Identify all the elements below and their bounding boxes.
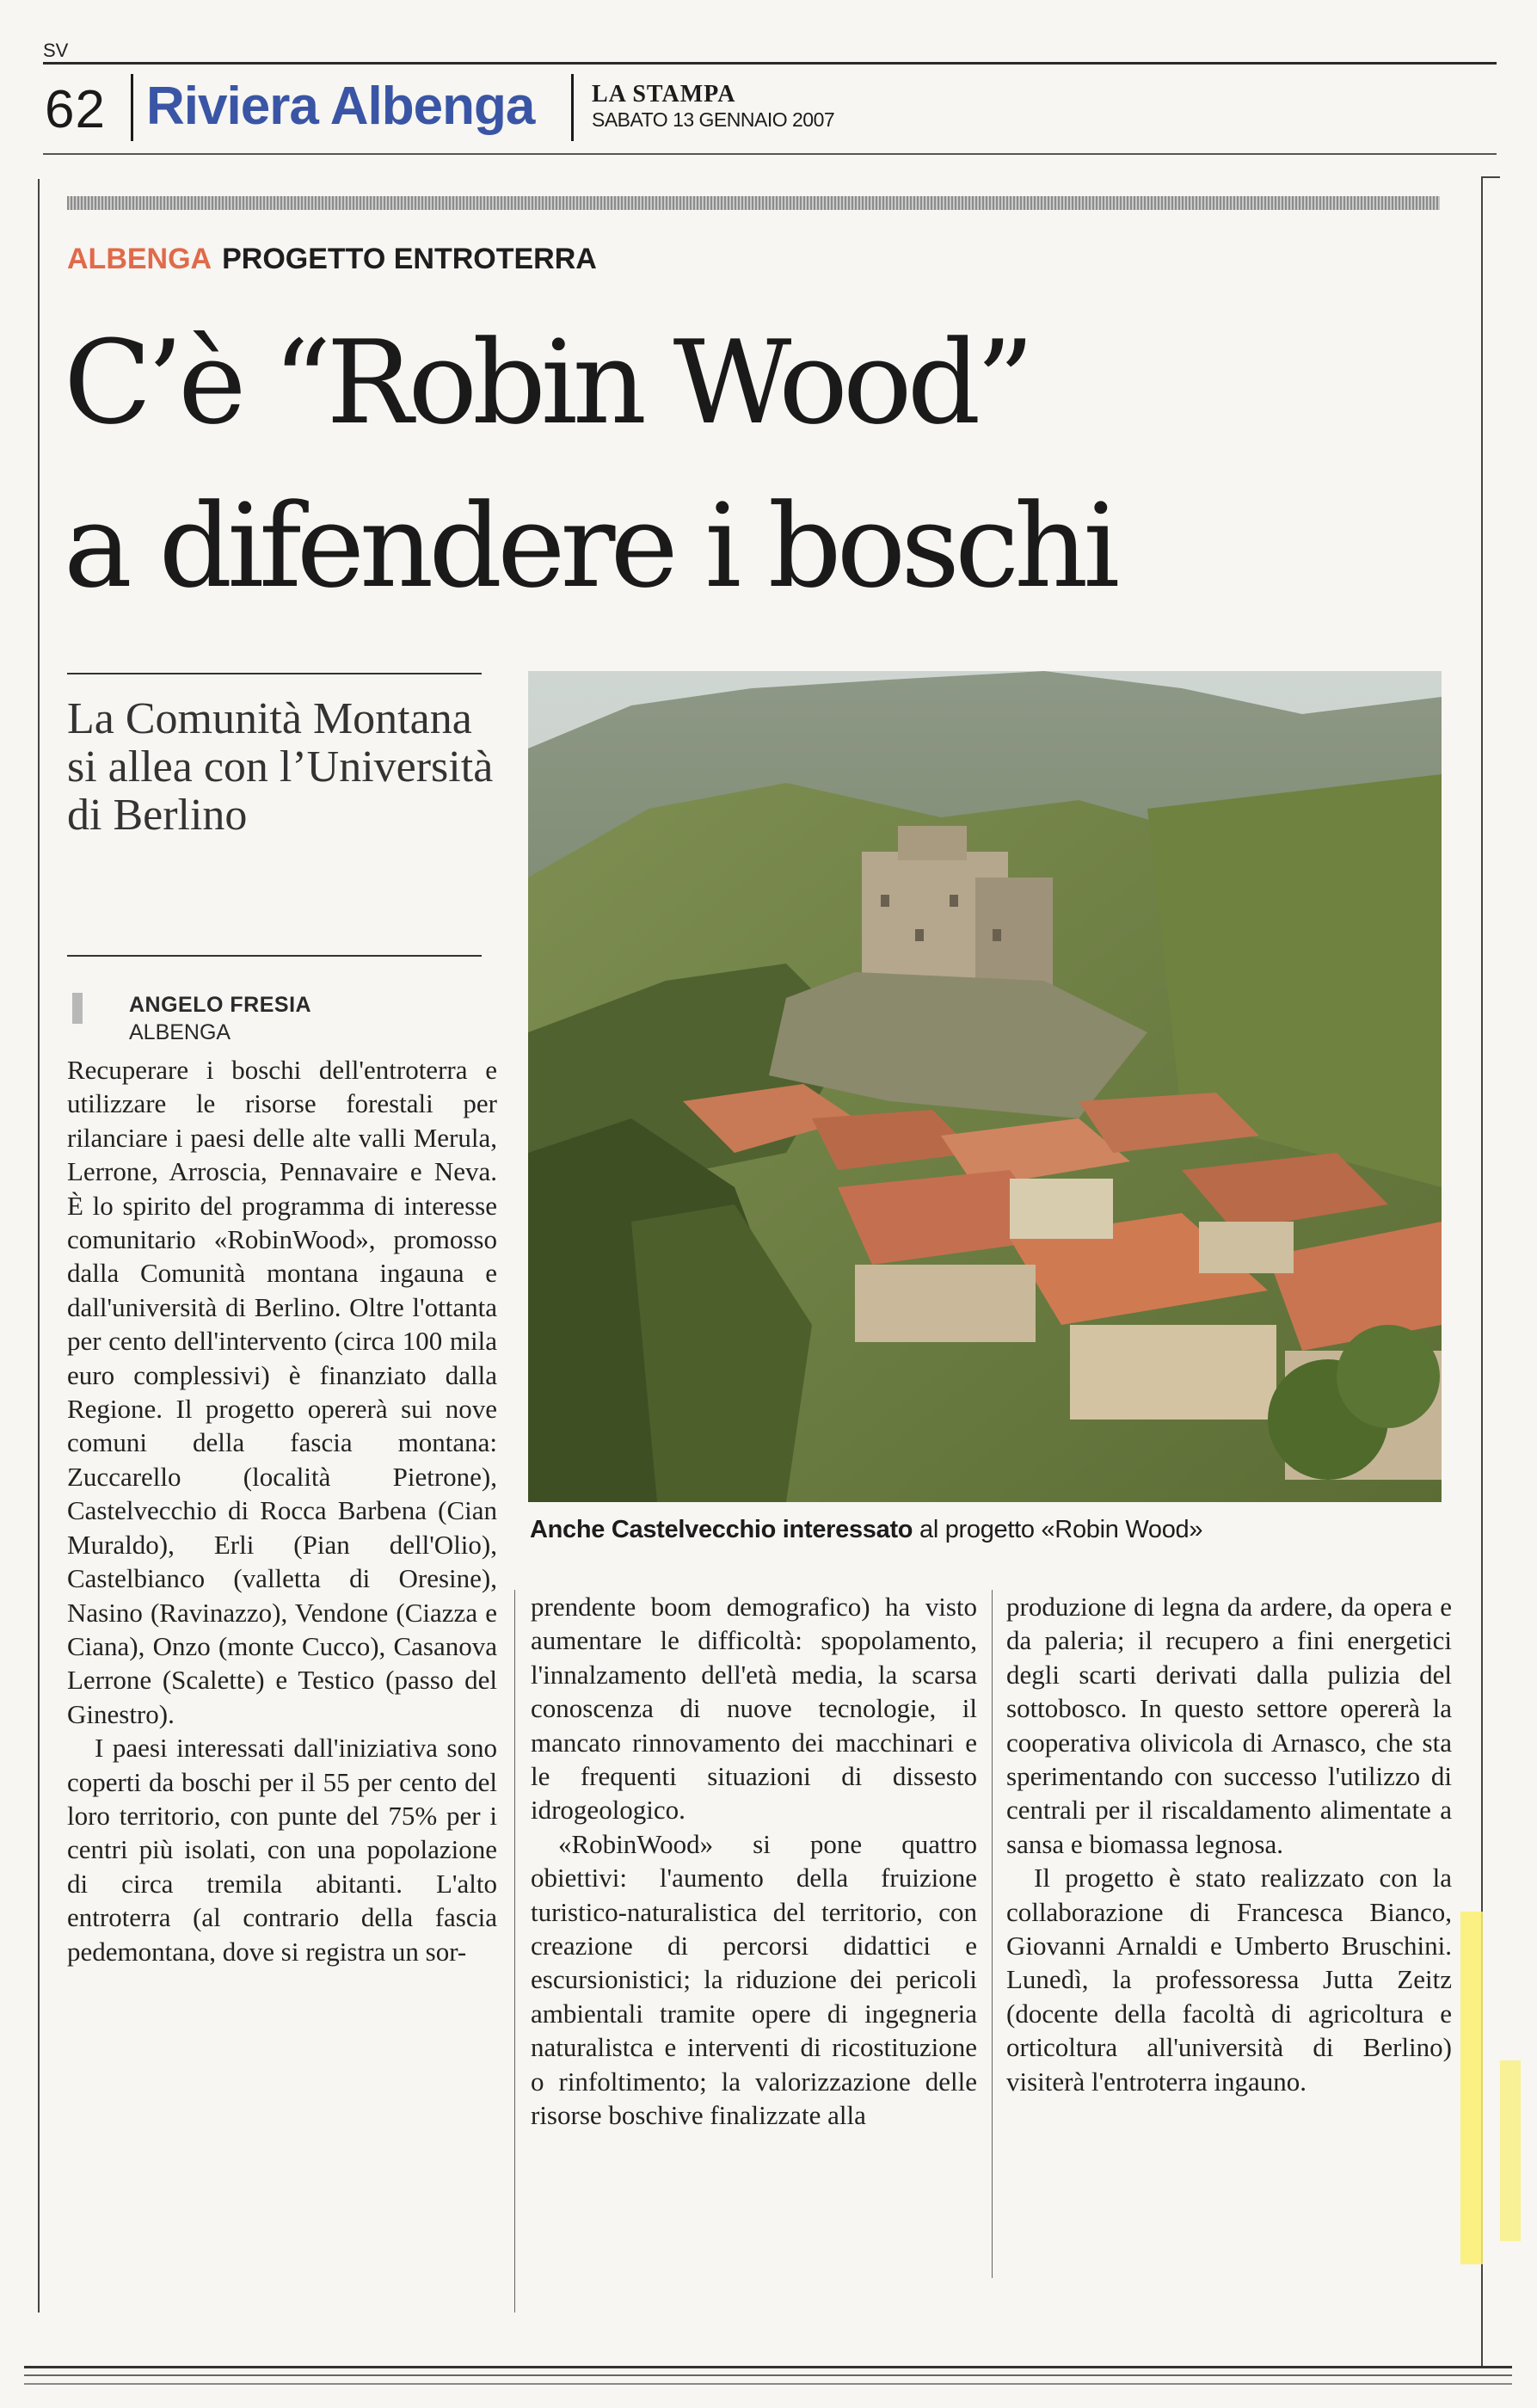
- kicker-topic: PROGETTO ENTROTERRA: [222, 243, 597, 275]
- subheadline-rule-top: [67, 673, 482, 674]
- subheadline: La Comunità Montana si allea con l’Università di Berlino: [67, 694, 494, 840]
- kicker-place: ALBENGA: [67, 243, 212, 275]
- body-paragraph: Il progetto è stato realizzato con la collaborazione di Francesca Bianco, Giovanni Arnaldi e Umberto Bruschini. Lunedì, la professoressa Jutta Zeitz (docente della facoltà di agricoltura e orticoltura all'università di Berlino) visiterà l'entroterra ingauno.: [1006, 1863, 1452, 2097]
- page-number: 62: [45, 80, 106, 139]
- photo-caption: [530, 1516, 1202, 1544]
- header-divider: [131, 74, 133, 141]
- article-kicker: [67, 243, 597, 276]
- highlighter-mark: [1460, 1912, 1483, 2264]
- column-rule: [992, 1590, 993, 2278]
- bottom-rule: [24, 2383, 1512, 2385]
- issue-date: SABATO 13 GENNAIO 2007: [592, 108, 835, 131]
- newspaper-masthead: LA STAMPA: [592, 81, 736, 108]
- body-paragraph: Recuperare i boschi dell'entroterra e utilizzare le risorse forestali per rilanciare i paesi delle alte valli Merula, Lerrone, Arroscia, Pennavaire e Neva. È lo spirito del programma di interesse comunitario «RobinWood», promosso dalla Comunità montana ingauna e dall'università di Berlino. Oltre l'ottanta per cento dell'intervento (circa 100 mila euro complessivi) è finanziato dalla Regione. Il progetto opererà sui nove comuni della fascia montana: Zuccarello (località Pietrone), Castelvecchio di Rocca Barbena (Cian Muraldo), Erli (Pian dell'Olio), Castelbianco (valletta di Oresine), Nasino (Ravinazzo), Vendone (Ciazza e Ciana), Onzo (monte Cucco), Casanova Lerrone (Scalette) e Testico (passo del Ginestro).: [67, 1055, 497, 1729]
- body-paragraph: produzione di legna da ardere, da opera e da paleria; il recupero a fini energetici degli scarti derivati dalla pulizia del sottobosco. In questo settore opererà la cooperativa olivicola di Arnasco, che sta sperimentando con successo l'utilizzo di centrali per il riscaldamento alimentate a sansa e biomassa legnosa.: [1006, 1592, 1452, 1859]
- article-column-2: [531, 1590, 977, 2133]
- header-top-rule: [43, 62, 1497, 65]
- column-rule: [514, 1590, 515, 2313]
- clipping-border-corner: [1481, 176, 1500, 178]
- headline-line-1: C’è “Robin Wood”: [64, 316, 1030, 450]
- article-photo: [528, 671, 1442, 1502]
- edition-code: SV: [43, 40, 69, 61]
- photo-caption-rest: al progetto «Robin Wood»: [919, 1516, 1203, 1543]
- highlighter-mark: [1500, 2060, 1521, 2241]
- bottom-rule: [24, 2366, 1512, 2368]
- byline-mark: [72, 993, 83, 1024]
- byline-author: ANGELO FRESIA: [129, 993, 312, 1017]
- clipping-border-left: [38, 179, 40, 2313]
- article-column-1: [67, 1053, 497, 1968]
- section-title: Riviera Albenga: [146, 77, 535, 136]
- body-paragraph: I paesi interessati dall'iniziativa sono coperti da boschi per il 55 per cento del loro territorio, con punte del 75% per i centri più isolati, con una popolazione di circa tremila abitanti. L'alto entroterra (al contrario della fascia pedemontana, dove si registra un sor-: [67, 1733, 497, 1967]
- body-paragraph: prendente boom demografico) ha visto aumentare le difficoltà: spopolamento, l'innalzamento dell'età media, la scarsa conoscenza di nuove tecnologie, il mancato rinnovamento dei macchinari e le frequenti situazioni di dissesto idrogeologico.: [531, 1592, 977, 1826]
- byline-dateline: ALBENGA: [129, 1020, 231, 1044]
- subheadline-rule-bottom: [67, 955, 482, 957]
- castelvecchio-photo-illustration: [528, 671, 1442, 1502]
- header-divider: [571, 74, 574, 141]
- article-top-stripe: [67, 196, 1440, 210]
- headline-line-2: a difendere i boschi: [64, 479, 1116, 613]
- body-paragraph: «RobinWood» si pone quattro obiettivi: l'aumento della fruizione turistico-naturalistica del territorio, con creazione di percorsi didattici e escursionistici; la riduzione dei pericoli ambientali tramite opere di ingegneria naturalistca e interventi di ricostituzione o rinfoltimento; la valorizzazione delle risorse boschive finalizzate alla: [531, 1828, 977, 2131]
- photo-caption-lead: Anche Castelvecchio interessato: [530, 1516, 913, 1543]
- bottom-rule: [24, 2374, 1512, 2376]
- article-column-3: [1006, 1590, 1452, 2098]
- header-bottom-rule: [43, 153, 1497, 155]
